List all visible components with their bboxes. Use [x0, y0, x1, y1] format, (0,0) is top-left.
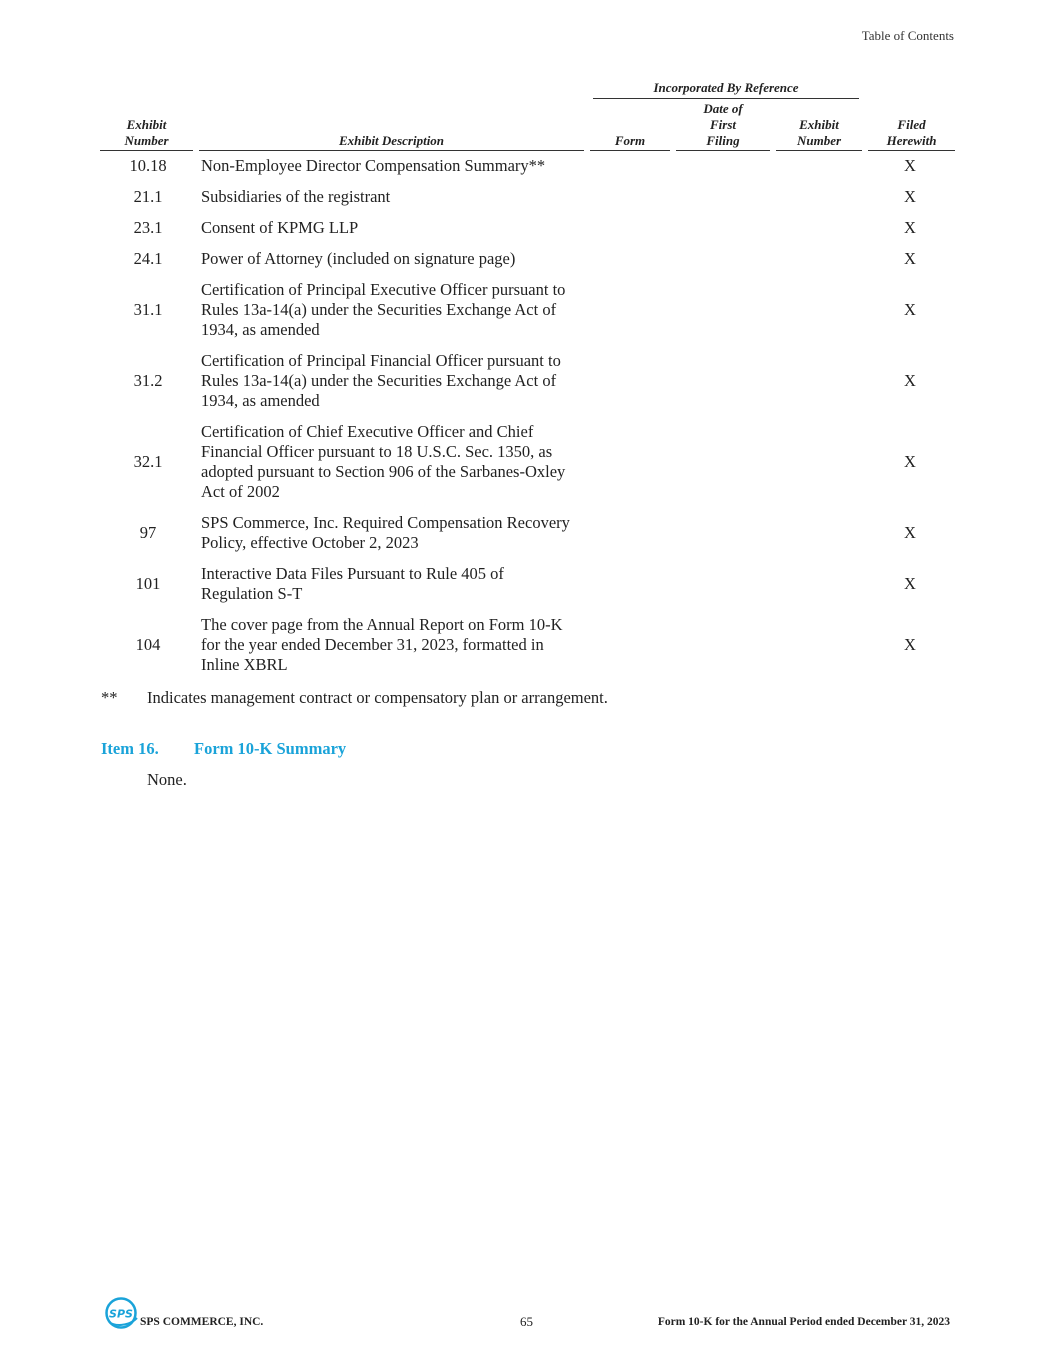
exhibit-description: Certification of Principal Executive Officer pursuant to Rules 13a-14(a) under the Securities Exchange Act of 1934, as amended — [201, 280, 566, 339]
exhibit-description: Non-Employee Director Compensation Summary** — [201, 156, 546, 175]
page-number: 65 — [520, 1314, 533, 1329]
filed-herewith-mark: X — [904, 635, 916, 654]
ref-number-cell — [773, 417, 865, 508]
table-row — [100, 417, 955, 508]
table-of-contents-link[interactable]: Table of Contents — [861, 28, 954, 43]
table-row — [100, 508, 955, 559]
page-footer — [100, 1296, 955, 1336]
ref-number-cell — [773, 244, 865, 275]
ref-number-cell — [773, 346, 865, 417]
form-cell — [587, 508, 673, 559]
footer-form-label: Form 10-K for the Annual Period ended December 31, 2023 — [657, 1316, 950, 1328]
footnote-marker: ** — [101, 688, 118, 707]
date-cell — [673, 417, 773, 508]
exhibit-description: Interactive Data Files Pursuant to Rule 405 of Regulation S-T — [201, 564, 504, 603]
ref-number-cell — [773, 182, 865, 213]
table-row — [100, 610, 955, 681]
form-cell — [587, 417, 673, 508]
date-cell — [673, 559, 773, 610]
exhibit-number: 24.1 — [133, 249, 163, 268]
exhibit-description: Certification of Principal Financial Officer pursuant to Rules 13a-14(a) under the Securities Exchange Act of 1934, as amended — [201, 351, 561, 410]
exhibit-number: 104 — [135, 635, 161, 654]
logo-lettering: SPS — [109, 1307, 133, 1321]
exhibit-index-table — [100, 80, 955, 681]
form-cell — [587, 182, 673, 213]
table-row — [100, 346, 955, 417]
date-cell — [673, 346, 773, 417]
exhibit-number: 23.1 — [133, 218, 163, 237]
filed-herewith-mark: X — [904, 300, 916, 319]
exhibit-description: The cover page from the Annual Report on Form 10-K for the year ended December 31, 2023, formatted in Inline XBRL — [201, 615, 563, 674]
ref-number-cell — [773, 213, 865, 244]
filed-herewith-mark: X — [904, 574, 916, 593]
footnote — [101, 688, 608, 708]
filed-herewith-mark: X — [904, 452, 916, 471]
form-cell — [587, 275, 673, 346]
exhibit-description: SPS Commerce, Inc. Required Compensation Recovery Policy, effective October 2, 2023 — [201, 513, 570, 552]
exhibit-description: Power of Attorney (included on signature page) — [201, 249, 516, 268]
date-cell — [673, 182, 773, 213]
ref-number-cell — [773, 610, 865, 681]
incorporated-by-reference-header: Incorporated By Reference — [587, 80, 865, 101]
form-cell — [587, 610, 673, 681]
exhibit-number: 21.1 — [133, 187, 163, 206]
date-cell — [673, 275, 773, 346]
item-16-title: Form 10-K Summary — [194, 739, 347, 758]
form-cell — [587, 153, 673, 182]
form-cell — [587, 559, 673, 610]
col-header-exhibit-description: Exhibit Description — [196, 101, 587, 153]
table-row — [100, 244, 955, 275]
table-row — [100, 559, 955, 610]
ref-number-cell — [773, 559, 865, 610]
filed-herewith-mark: X — [904, 218, 916, 237]
exhibit-description: Certification of Chief Executive Officer and Chief Financial Officer pursuant to 18 U.S.C. Sec. 1350, as adopted pursuant to Section 906 of the Sarbanes-Oxley Act of 2002 — [201, 422, 566, 501]
filed-herewith-mark: X — [904, 371, 916, 390]
exhibit-number: 97 — [139, 523, 157, 542]
table-row — [100, 182, 955, 213]
date-cell — [673, 610, 773, 681]
date-cell — [673, 508, 773, 559]
exhibit-number: 31.1 — [133, 300, 163, 319]
item-16-body: None. — [147, 770, 187, 789]
col-header-ref-exhibit-number: Exhibit Number — [773, 101, 865, 153]
date-cell — [673, 153, 773, 182]
item-16-heading — [101, 739, 346, 759]
ref-number-cell — [773, 275, 865, 346]
sps-commerce-logo-icon — [104, 1296, 140, 1330]
form-cell — [587, 213, 673, 244]
col-header-filed-herewith: Filed Herewith — [865, 101, 955, 153]
footer-company-name: SPS COMMERCE, INC. — [140, 1316, 264, 1328]
filed-herewith-mark: X — [904, 523, 916, 542]
table-row — [100, 153, 955, 182]
col-header-exhibit-number: Exhibit Number — [100, 101, 196, 153]
footnote-text: Indicates management contract or compensatory plan or arrangement. — [147, 688, 608, 707]
col-header-form: Form — [587, 101, 673, 153]
exhibit-number: 31.2 — [133, 371, 163, 390]
date-cell — [673, 244, 773, 275]
ref-number-cell — [773, 508, 865, 559]
col-header-date-first-filing: Date of First Filing — [673, 101, 773, 153]
exhibit-description: Subsidiaries of the registrant — [201, 187, 391, 206]
form-cell — [587, 346, 673, 417]
item-16-label: Item 16. — [101, 739, 159, 758]
ref-number-cell — [773, 153, 865, 182]
table-row — [100, 213, 955, 244]
exhibit-number: 10.18 — [129, 156, 167, 175]
exhibit-number: 101 — [135, 574, 161, 593]
filed-herewith-mark: X — [904, 187, 916, 206]
filed-herewith-mark: X — [904, 156, 916, 175]
exhibit-number: 32.1 — [133, 452, 163, 471]
filed-herewith-mark: X — [904, 249, 916, 268]
exhibit-description: Consent of KPMG LLP — [201, 218, 359, 237]
date-cell — [673, 213, 773, 244]
table-row — [100, 275, 955, 346]
form-cell — [587, 244, 673, 275]
